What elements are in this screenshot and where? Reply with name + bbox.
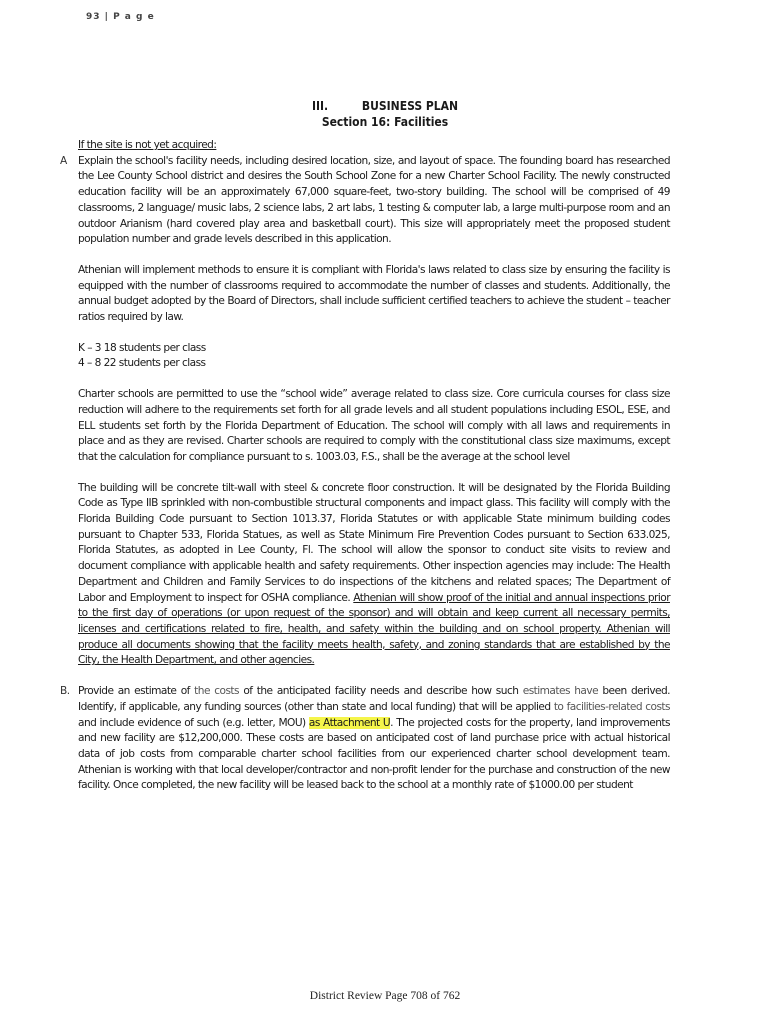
- page-number-header: 93 | P a g e: [86, 12, 155, 22]
- item-a: [60, 154, 670, 248]
- item-a-marker: A: [60, 154, 67, 167]
- inspections-underlined-text: Athenian will show proof of the initial and annual inspections prior to the first day of operations (or upon request of the sponsor) and will obtain and keep current all necessary permits, licenses and certifications related to fire, health, and safety within the building and on school property. Athenian will produce all documents showing that the facility meets health, safety, and zoning standards that are established by the City, the Health Department, and other agencies.: [78, 591, 670, 667]
- document-body: [60, 138, 670, 794]
- school-wide-paragraph: Charter schools are permitted to use the “school wide” average related to class size. Core curricula courses for class size reduction will adhere to the requirements set forth for all grade levels and all student populations including ESOL, ESE, and ELL students set forth by the Florida Department of Education. The school will comply with all laws and requirements in place and as they are revised. Charter schools are required to comply with the constitutional class size maximums, except that the calculation for compliance pursuant to s. 1003.03, F.S., shall be the average at the school level: [78, 388, 670, 463]
- item-b-text-5: been derived. Identify, if applicable, any funding sources (other than state and local funding) that will be applied: [78, 685, 670, 713]
- subheading: If the site is not yet acquired:: [78, 139, 217, 151]
- business-plan-title: BUSINESS PLAN: [361, 99, 459, 113]
- item-b-text-8: . The projected costs for the property, land improvements and new facility are $12,200,000. These costs are based on anticipated cost of land purchase price with actual historical data of job costs from comparable charter school facilities from our experienced charter school development team. Athenian is working with that local developer/contractor and non-profit lender for the purchase and construction of the new facility. Once completed, the new facility will be leased back to the school at a monthly rate of $1000.00 per student: [78, 716, 670, 792]
- item-b: [60, 684, 670, 794]
- title-row: [0, 98, 770, 114]
- item-b-text-3: of the anticipated facility needs and describe how such: [243, 685, 519, 698]
- item-b-text-2: the costs: [189, 685, 244, 698]
- attachment-u-highlight: as Attachment U: [308, 716, 391, 729]
- ratio-k3: K – 3 18 students per class: [78, 341, 206, 354]
- class-size-paragraph: Athenian will implement methods to ensure it is compliant with Florida's laws related to class size by ensuring the facility is equipped with the number of classrooms required to accommodate the number of classes and students. Additionally, the annual budget adopted by the Board of Directors, shall include sufficient certified teachers to achieve the student – teacher ratios required by law.: [78, 263, 670, 324]
- section-titles: [0, 98, 770, 130]
- item-a-text: The founding board has researched the Lee County School district and desires the South School Zone for a new Charter School Facility. The newly constructed education facility will be an approximately 67,000 square-feet, two-story building. The school will be comprised of 49 classrooms, 2 language/ music labs, 2 science labs, 2 art labs, 1 testing & computer lab, a large multi-purpose room and an outdoor Arianism (hard covered play area and basketball court). This size will appropriately meet the proposed student population number and grade levels described in this application.: [78, 154, 670, 246]
- district-review-footer: District Review Page 708 of 762: [309, 990, 461, 1002]
- item-b-text-7: and include evidence of such (e.g. letter, MOU): [78, 716, 309, 729]
- section-title: Section 16: Facilities: [321, 115, 449, 129]
- building-text: The building will be concrete tilt-wall with steel & concrete floor construction. It will be designated by the Florida Building Code as Type IIB sprinkled with non-combustible structural components and impact glass. This facility will comply with the Florida Building Code pursuant to Section 1013.37, Florida Statutes or with applicable State minimum building codes pursuant to Chapter 533, Florida Statues, as well as State Minimum Fire Prevention Codes pursuant to Section 633.025, Florida Statutes, as adopted in Lee County, Fl. The school will allow the sponsor to conduct site visits to review and document compliance with applicable health and safety requirements. Other inspection agencies may include: The Health Department and Children and Family Services to do inspections of the kitchens and related spaces; The Department of Labor and Employment to inspect for OSHA compliance.: [78, 481, 670, 604]
- item-b-marker: B.: [60, 685, 70, 698]
- item-a-lead: Explain the school's facility needs, including desired location, size, and layout of space.: [78, 154, 496, 167]
- building-paragraph: [78, 481, 670, 669]
- item-b-text-4: estimates have: [518, 685, 603, 698]
- item-a-paragraph: [78, 154, 670, 248]
- ratio-48: 4 – 8 22 students per class: [78, 357, 206, 370]
- section-roman-numeral: III.: [311, 99, 329, 113]
- item-b-text-1: Provide an estimate of: [78, 685, 190, 698]
- item-b-paragraph: [78, 684, 670, 794]
- item-b-text-6: to facilities-related costs: [550, 700, 670, 713]
